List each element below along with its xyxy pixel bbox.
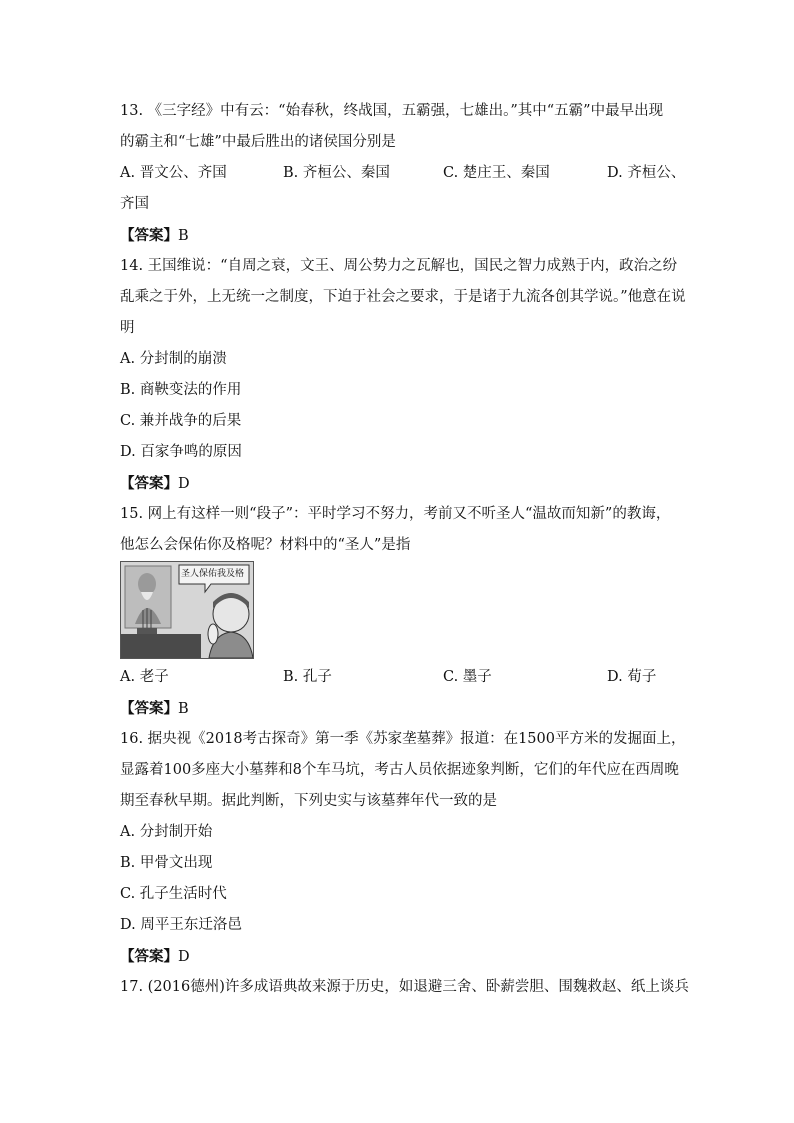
q13-option-b: B. 齐桓公、秦国 <box>283 165 390 181</box>
q13-option-a: A. 晋文公、齐国 <box>120 165 227 181</box>
q17-stem-line-1: 17. (2016德州)许多成语典故来源于历史，如退避三舍、卧薪尝胆、围魏救赵、纸上谈兵 <box>120 979 689 995</box>
q13-option-d-wrap: 齐国 <box>120 196 149 212</box>
q15-option-c: C. 墨子 <box>443 669 492 685</box>
q15-option-a: A. 老子 <box>120 669 169 685</box>
q13-option-d: D. 齐桓公、 <box>607 165 686 181</box>
q15-option-d: D. 荀子 <box>607 669 657 685</box>
answer-label: 【答案】 <box>120 227 178 244</box>
q16-stem-line-3: 期至春秋早期。据此判断，下列史实与该墓葬年代一致的是 <box>120 793 497 809</box>
q13-stem-line-2: 的霸主和“七雄”中最后胜出的诸侯国分别是 <box>120 134 396 150</box>
answer-value: B <box>178 701 189 717</box>
answer-value: D <box>178 476 190 492</box>
q14-option-d: D. 百家争鸣的原因 <box>120 444 242 460</box>
q15-option-b: B. 孔子 <box>283 669 332 685</box>
q14-option-b: B. 商鞅变法的作用 <box>120 382 242 398</box>
q13-stem-line-1: 13. 《三字经》中有云：“始春秋，终战国，五霸强，七雄出。”其中“五霸”中最早出现 <box>120 103 664 119</box>
answer-label: 【答案】 <box>120 700 178 717</box>
q13-answer <box>120 220 680 251</box>
q14-answer <box>120 468 680 499</box>
q15-stem-line-1: 15. 网上有这样一则“段子”：平时学习不努力，考前又不听圣人“温故而知新”的教诲， <box>120 506 671 522</box>
answer-label: 【答案】 <box>120 475 178 492</box>
q15-cartoon-image <box>120 561 254 659</box>
q14-stem-line-3: 明 <box>120 320 135 336</box>
q13-options <box>120 158 686 189</box>
q16-option-a: A. 分封制开始 <box>120 824 213 840</box>
q14-option-c: C. 兼并战争的后果 <box>120 413 242 429</box>
q16-stem-line-1: 16. 据央视《2018考古探奇》第一季《苏家垄墓葬》报道：在1500平方米的发掘面上， <box>120 731 686 747</box>
q14-stem-line-1: 14. 王国维说：“自周之衰，文王、周公势力之瓦解也，国民之智力成熟于内，政治之纷 <box>120 258 678 274</box>
q16-stem-line-2: 显露着100多座大小墓葬和8个车马坑，考古人员依据迹象判断，它们的年代应在西周晚 <box>120 762 679 778</box>
q13-option-c: C. 楚庄王、秦国 <box>443 165 550 181</box>
q16-answer <box>120 941 680 972</box>
q16-option-c: C. 孔子生活时代 <box>120 886 227 902</box>
q14-stem-line-2: 乱乘之于外，上无统一之制度，下迫于社会之要求，于是诸于九流各创其学说。”他意在说 <box>120 289 686 305</box>
answer-value: D <box>178 949 190 965</box>
q15-stem-line-2: 他怎么会保佑你及格呢？材料中的“圣人”是指 <box>120 537 411 553</box>
answer-label: 【答案】 <box>120 948 178 965</box>
q15-options <box>120 662 680 693</box>
q14-option-a: A. 分封制的崩溃 <box>120 351 227 367</box>
speech-bubble-text: 圣人保佑我及格 <box>181 569 245 579</box>
q16-option-b: B. 甲骨文出现 <box>120 855 213 871</box>
answer-value: B <box>178 228 189 244</box>
q16-option-d: D. 周平王东迁洛邑 <box>120 917 242 933</box>
document-page <box>120 96 689 1003</box>
q15-answer <box>120 693 680 724</box>
